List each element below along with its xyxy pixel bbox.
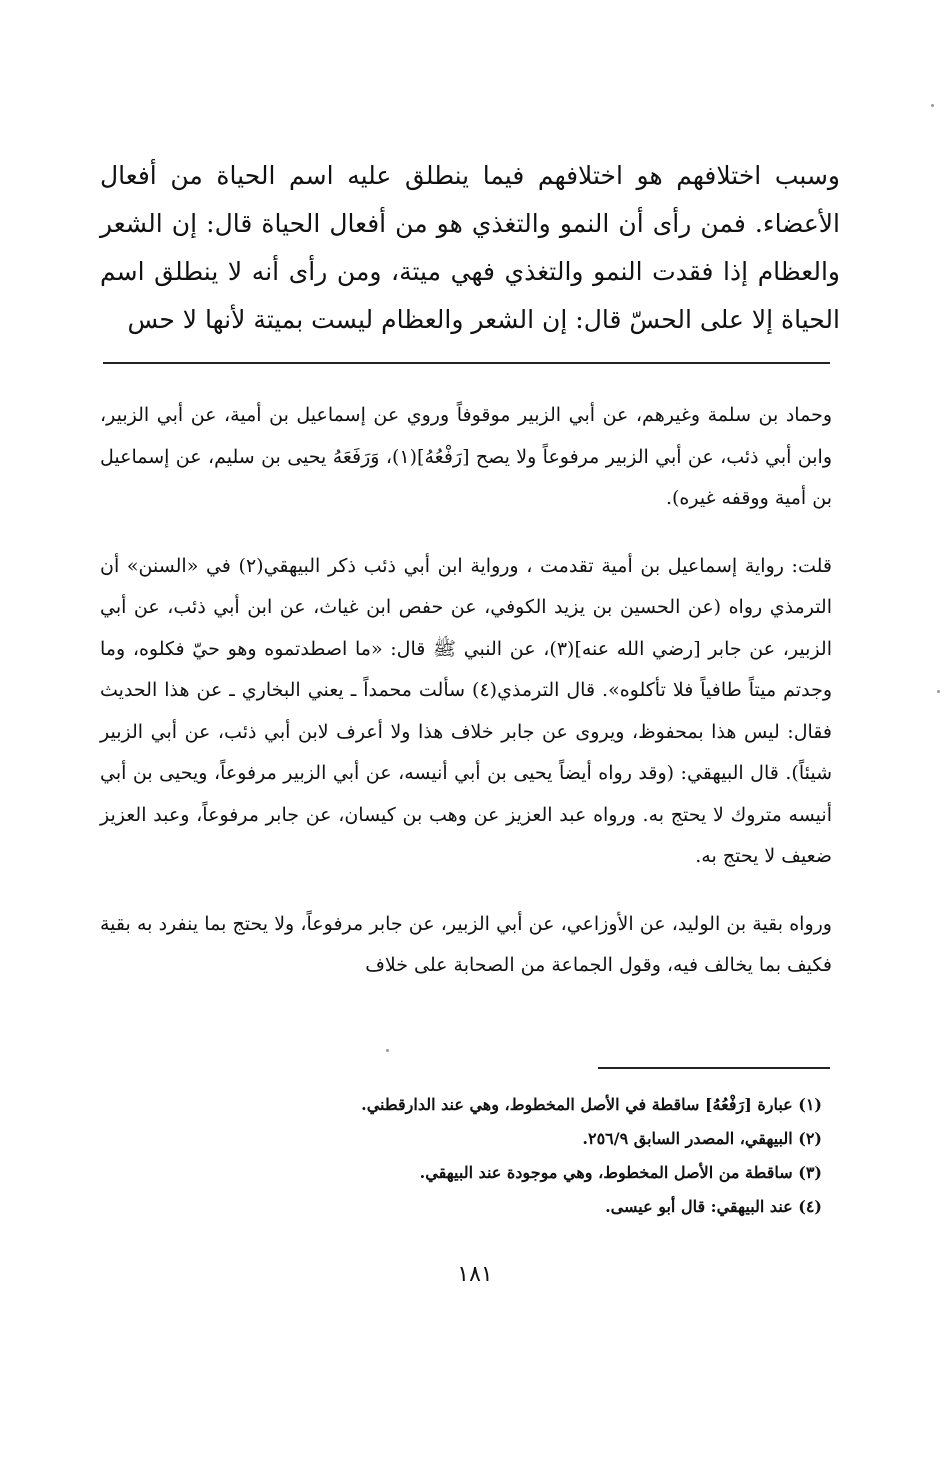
footnote-4: (٤) عند البيهقي: قال أبو عيسى. — [605, 1197, 822, 1216]
separator-rule — [103, 362, 830, 364]
footnote-separator — [598, 1067, 830, 1069]
main-text-block — [100, 152, 840, 344]
footnote-2: (٢) البيهقي، المصدر السابق ٢٥٦/٩. — [582, 1129, 822, 1148]
notes-paragraph-3: ورواه بقية بن الوليد، عن الأوزاعي، عن أبي الزبير، عن جابر مرفوعاً، ولا يحتج بما ينفرد به بقية فكيف بما يخالف فيه، وقول الجماعة من الصحابة على خلاف — [100, 912, 832, 976]
notes-paragraph-2: قلت: رواية إسماعيل بن أمية تقدمت ، ورواية ابن أبي ذئب ذكر البيهقي(٢) في «السنن» أن الترمذي رواه (عن الحسين بن يزيد الكوفي، عن حفص ابن غياث، عن ابن أبي ذئب، عن أبي الزبير، عن جابر [رضي الله عنه](٣)، عن النبي ﷺ قال: «ما اصطدتموه وهو حيّ فكلوه، وما وجدتم ميتاً طافياً فلا تأكلوه». قال الترمذي(٤) سألت محمداً ـ يعني البخاري ـ عن هذا الحديث فقال: ليس هذا بمحفوظ، ويروى عن جابر خلاف هذا ولا أعرف لابن أبي ذئب، عن أبي الزبير شيئاً). قال البيهقي: (وقد رواه أيضاً يحيى بن أبي أنيسه، عن أبي الزبير مرفوعاً، ويحيى بن أبي أنيسه متروك لا يحتج به. ورواه عبد العزيز عن وهب بن كيسان، عن جابر مرفوعاً، وعبد العزيز ضعيف لا يحتج به. — [100, 554, 832, 867]
footnote-3: (٣) ساقطة من الأصل المخطوط، وهي موجودة عند البيهقي. — [419, 1163, 822, 1182]
notes-text-block — [100, 395, 832, 987]
footnote-1: (١) عبارة [رَفْعُهُ] ساقطة في الأصل المخطوط، وهي عند الدارقطني. — [361, 1095, 822, 1114]
notes-paragraph-1: وحماد بن سلمة وغيرهم، عن أبي الزبير موقوفاً وروي عن إسماعيل بن أمية، عن أبي الزبير، وابن أبي ذئب، عن أبي الزبير مرفوعاً ولا يصح [رَفْعُهُ](١)، وَرَفَعَهُ يحيى بن سليم، عن إسماعيل بن أمية ووقفه غيره). — [100, 404, 832, 509]
scan-speck — [937, 690, 940, 693]
footnotes-block — [200, 1088, 822, 1224]
scan-speck — [386, 1049, 389, 1052]
page-number: ١٨١ — [457, 1262, 493, 1287]
scan-speck — [931, 104, 934, 107]
main-paragraph: وسبب اختلافهم هو اختلافهم فيما ينطلق عليه اسم الحياة من أفعال الأعضاء. فمن رأى أن النمو والتغذي هو من أفعال الحياة قال: إن الشعر والعظام إذا فقدت النمو والتغذي فهي ميتة، ومن رأى أنه لا ينطلق اسم الحياة إلا على الحسّ قال: إن الشعر والعظام ليست بميتة لأنها لا حس — [100, 161, 840, 334]
